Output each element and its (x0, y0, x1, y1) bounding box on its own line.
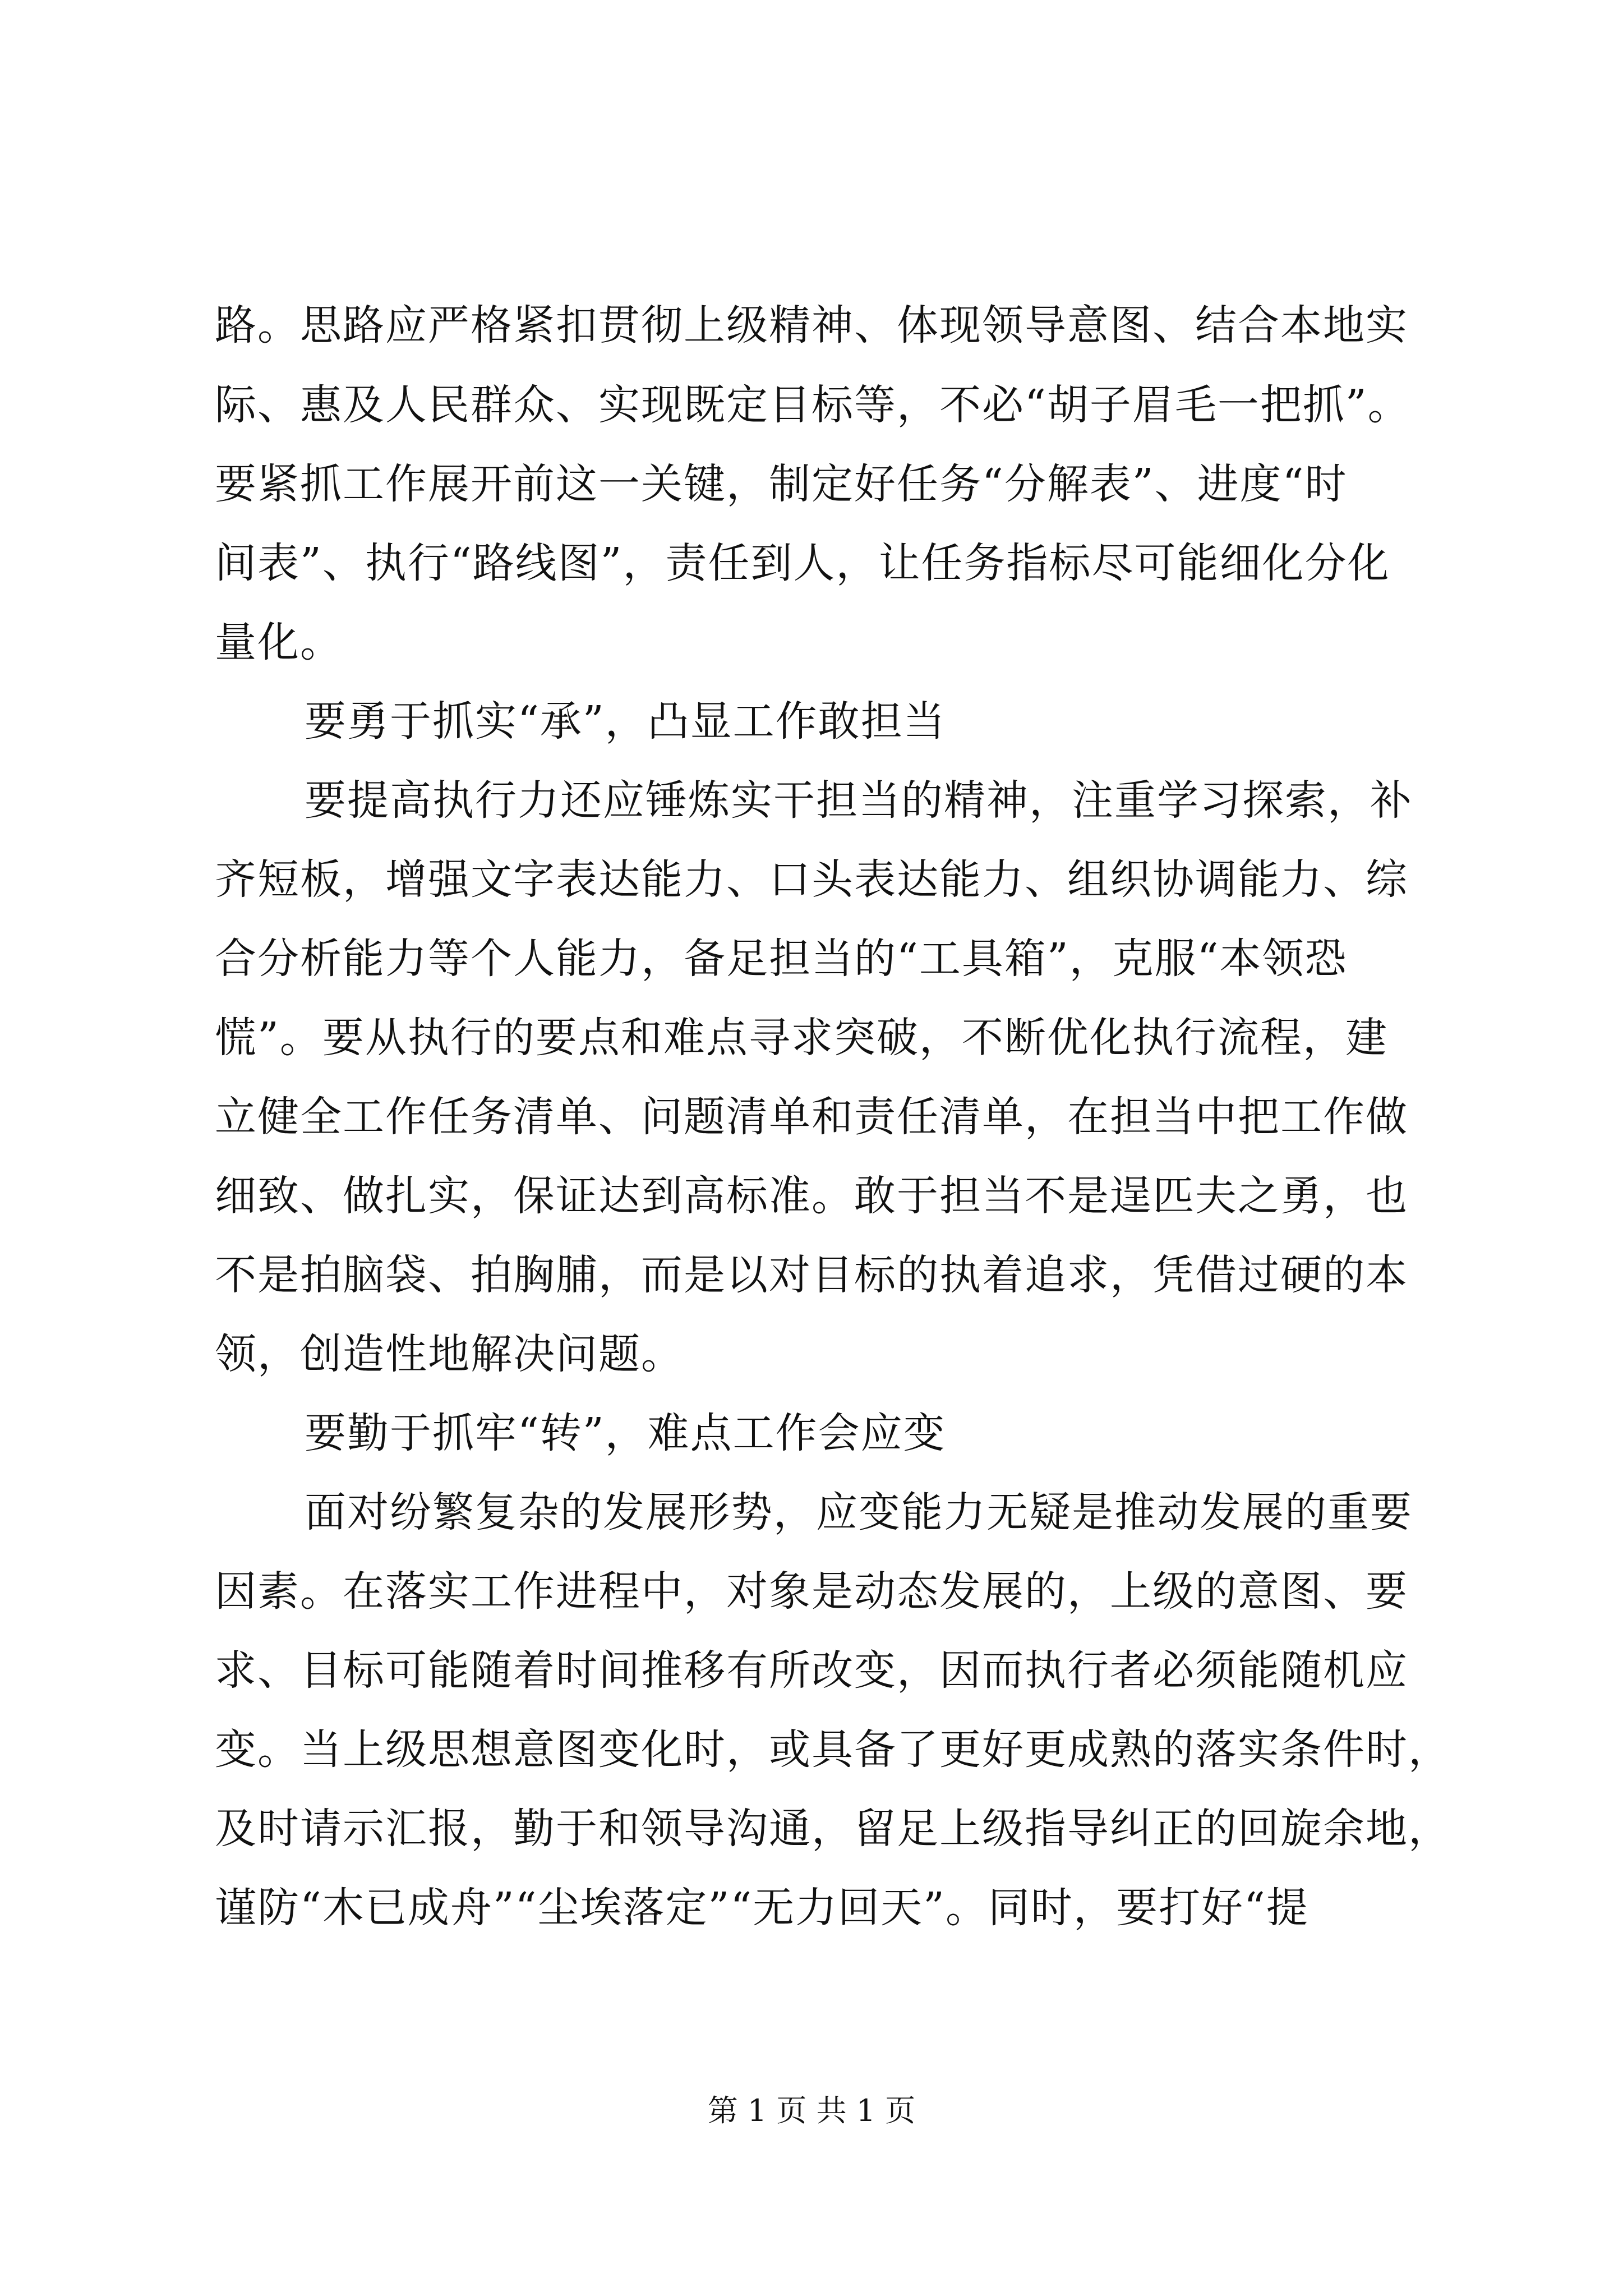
body-text-line: 路。思路应严格紧扣贯彻上级精神、体现领导意图、结合本地实 (215, 301, 1408, 349)
body-text-line: 要提高执行力还应锤炼实干担当的精神，注重学习探索，补 (305, 776, 1413, 825)
body-text-line: 量化。 (215, 618, 343, 666)
body-text-line: 齐短板，增强文字表达能力、口头表达能力、组织协调能力、综 (215, 855, 1408, 904)
body-text-line: 领，创造性地解决问题。 (215, 1330, 684, 1378)
page-footer (0, 2091, 1623, 2131)
body-text-line: 慌”。要从执行的要点和难点寻求突破，不断优化执行流程，建 (215, 1014, 1388, 1062)
body-text-line: 及时请示汇报，勤于和领导沟通，留足上级指导纠正的回旋余地， (215, 1805, 1451, 1853)
body-text-line: 面对纷繁复杂的发展形势，应变能力无疑是推动发展的重要 (305, 1488, 1413, 1536)
body-text-line: 合分析能力等个人能力，备足担当的“工具箱”，克服“本领恐 (215, 935, 1348, 983)
body-text-line: 谨防“木已成舟”“尘埃落定”“无力回天”。同时，要打好“提 (215, 1884, 1309, 1932)
body-text-line: 立健全工作任务清单、问题清单和责任清单，在担当中把工作做 (215, 1093, 1408, 1141)
body-text-line: 不是拍脑袋、拍胸脯，而是以对目标的执着追求，凭借过硬的本 (215, 1251, 1408, 1299)
body-text-line: 细致、做扎实，保证达到高标准。敢于担当不是逞匹夫之勇，也 (215, 1172, 1408, 1220)
body-text-line: 变。当上级思想意图变化时，或具备了更好更成熟的落实条件时， (215, 1726, 1451, 1774)
body-text-line: 要紧抓工作展开前这一关键，制定好任务“分解表”、进度“时 (215, 460, 1348, 508)
body-text-line: 因素。在落实工作进程中，对象是动态发展的，上级的意图、要 (215, 1567, 1408, 1616)
body-text-line: 际、惠及人民群众、实现既定目标等，不必“胡子眉毛一把抓”。 (215, 381, 1410, 429)
body-text-line: 求、目标可能随着时间推移有所改变，因而执行者必须能随机应 (215, 1646, 1408, 1695)
section-heading: 要勇于抓实“承”，凸显工作敢担当 (305, 697, 946, 746)
body-text-line: 间表”、执行“路线图”，责任到人，让任务指标尽可能细化分化 (215, 539, 1390, 587)
section-heading: 要勤于抓牢“转”，难点工作会应变 (305, 1409, 946, 1457)
page-number-label: 第 1 页 共 1 页 (707, 2093, 916, 2128)
